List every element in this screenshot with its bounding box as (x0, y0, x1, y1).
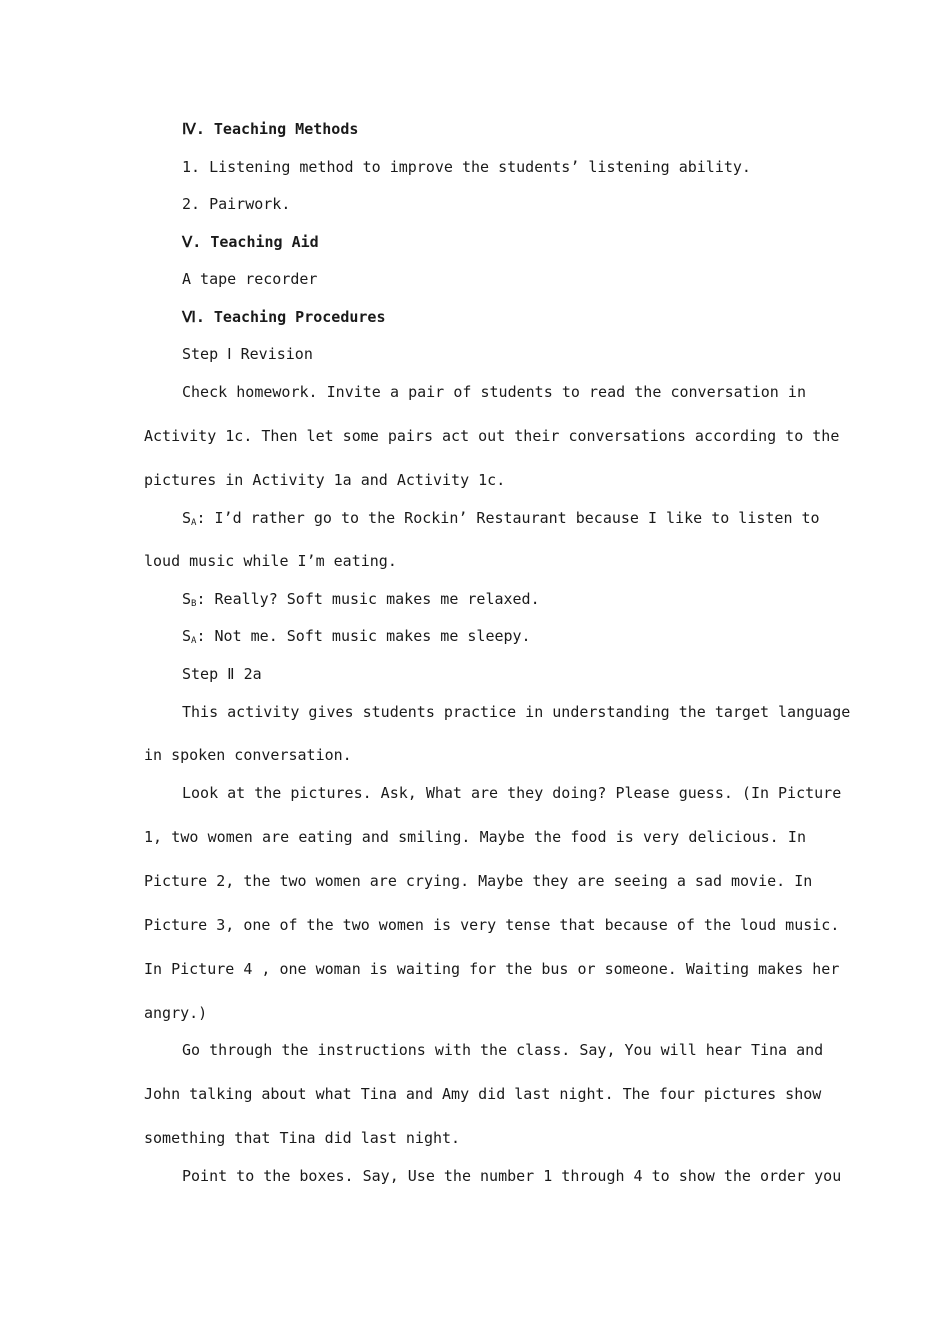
heading-teaching-methods: Ⅳ. Teaching Methods (182, 120, 359, 138)
dialogue-line-sa-1: $S_A$: I’d rather go to the Rockin’ Restaurant because I like to listen to (182, 509, 820, 528)
step-1-paragraph-line: Activity 1c. Then let some pairs act out their conversations according to the (144, 427, 840, 445)
step-1-title: Step Ⅰ Revision (182, 345, 313, 363)
dialogue-line-sa-2: $S_A$: Not me. Soft music makes me sleepy. (182, 627, 531, 646)
dialogue-line-sa-1-cont: loud music while I’m eating. (144, 552, 397, 570)
speaker-label: $S_A$ (182, 627, 197, 646)
step-2-paragraph-line: Point to the boxes. Say, Use the number 1 through 4 to show the order you (182, 1167, 842, 1185)
step-2-paragraph-line: in spoken conversation. (144, 746, 352, 764)
methods-item-1: 1. Listening method to improve the students’ listening ability. (182, 158, 751, 176)
heading-teaching-aid: Ⅴ. Teaching Aid (182, 233, 319, 251)
step-2-paragraph-line: something that Tina did last night. (144, 1129, 461, 1147)
step-2-title: Step Ⅱ 2a (182, 665, 262, 683)
step-1-paragraph-line: Check homework. Invite a pair of students to read the conversation in (182, 383, 806, 401)
step-2-paragraph-line: John talking about what Tina and Amy did last night. The four pictures show (144, 1085, 822, 1103)
aid-text: A tape recorder (182, 270, 318, 288)
heading-teaching-procedures: Ⅵ. Teaching Procedures (182, 308, 386, 326)
step-2-paragraph-line: Look at the pictures. Ask, What are they doing? Please guess. (In Picture (182, 784, 842, 802)
step-1-paragraph-line: pictures in Activity 1a and Activity 1c. (144, 471, 506, 489)
dialogue-line-sb-1: $S_B$: Really? Soft music makes me relaxed. (182, 590, 540, 609)
step-2-paragraph-line: angry.) (144, 1004, 208, 1022)
step-2-paragraph-line: Picture 3, one of the two women is very tense that because of the loud music. (144, 916, 840, 934)
step-2-paragraph-line: Picture 2, the two women are crying. Maybe they are seeing a sad movie. In (144, 872, 813, 890)
speaker-label: $S_A$ (182, 509, 197, 528)
methods-item-2: 2. Pairwork. (182, 195, 291, 213)
step-2-paragraph-line: 1, two women are eating and smiling. Maybe the food is very delicious. In (144, 828, 806, 846)
step-2-paragraph-line: Go through the instructions with the class. Say, You will hear Tina and (182, 1041, 824, 1059)
speaker-label: $S_B$ (182, 590, 197, 609)
step-2-paragraph-line: In Picture 4 , one woman is waiting for the bus or someone. Waiting makes her (144, 960, 840, 978)
step-2-paragraph-line: This activity gives students practice in understanding the target language (182, 703, 851, 721)
